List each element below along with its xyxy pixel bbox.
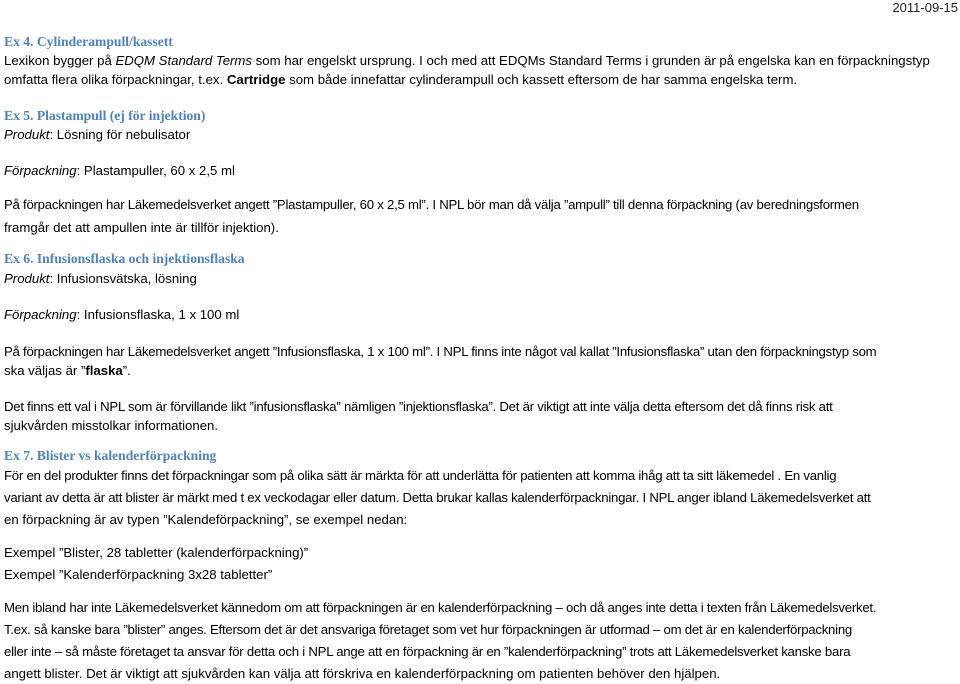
ex4-para-line1 [4,52,930,71]
ex7-example2: Exempel ”Kalenderförpackning 3x28 tabletter” [4,567,273,582]
ex7-para1-line2: variant av detta är att blister är märkt med t ex veckodagar eller datum. Detta brukar kallas kalenderförpackningar. I NPL anger ibland Läkemedelsverket att [4,490,871,505]
ex5-produkt-value: : Lösning för nebulisator [49,127,191,142]
ex7-heading: Ex 7. Blister vs kalenderförpackning [4,448,217,463]
ex4-text: Lexikon bygger på [4,53,116,68]
ex6-para2-line2: sjukvården misstolkar informationen. [4,418,219,433]
ex7-para2-line3: eller inte – så måste företaget ta ansvar för detta och i NPL ange att en förpackning är en ”kalenderförpackning” trots att Läkemedelsverket kanske bara [4,644,851,659]
ex4-text: omfatta flera olika förpackningar, t.ex. [4,72,227,87]
ex5-forpackning-label: Förpackning [4,163,77,178]
ex6-para2-line1: Det finns ett val i NPL som är förvillande likt ”infusionsflaska” nämligen ”injektionsflaska”. Det är viktigt att inte välja detta eftersom det då finns risk att [4,399,833,414]
ex5-para-line2: framgår det att ampullen inte är tillför injektion). [4,220,279,235]
ex7-para2-line1: Men ibland har inte Läkemedelsverket kännedom om att förpackningen är en kalenderförpackning – och då anges inte detta i texten från Läkemedelsverket. [4,600,877,615]
ex7-example1: Exempel ”Blister, 28 tabletter (kalenderförpackning)” [4,545,309,560]
ex6-forpackning-value: : Infusionsflaska, 1 x 100 ml [76,307,240,322]
ex6-para1-line1: På förpackningen har Läkemedelsverket angett ”Infusionsflaska, 1 x 100 ml”. I NPL finns inte något val kallat ”Infusionsflaska” utan den förpackningstyp som [4,344,877,359]
ex4-para-line2 [4,71,797,90]
ex4-text: som både innefattar cylinderampull och kassett eftersom de har samma engelska term. [285,72,798,87]
ex7-para1-line1: För en del produkter finns det förpackningar som på olika sätt är märkta för att underlätta för patienten att komma ihåg att ta sitt läkemedel . En vanlig [4,468,837,483]
ex6-produkt-value: : Infusionsvätska, lösning [49,271,197,286]
ex4-heading: Ex 4. Cylinderampull/kassett [4,34,173,49]
ex6-text: ”. [122,363,131,378]
ex5-forpackning [4,162,235,181]
ex7-para2-line2: T.ex. så kanske bara ”blister” anges. Eftersom det är det ansvariga företaget som vet hur förpackningen är utformad – om det är en kalenderförpackning [4,622,852,637]
ex6-para1-line2 [4,362,131,381]
ex7-para1-line3: en förpackning är av typen ”Kalendeförpackning”, se exempel nedan: [4,512,408,527]
ex6-forpackning-label: Förpackning [4,307,77,322]
ex5-para-line1: På förpackningen har Läkemedelsverket angett ”Plastampuller, 60 x 2,5 ml”. I NPL bör man då välja ”ampull” till denna förpackning (av beredningsformen [4,197,859,212]
ex4-em-term: EDQM Standard Terms [115,53,252,68]
ex5-produkt [4,126,190,145]
ex5-heading: Ex 5. Plastampull (ej för injektion) [4,108,206,123]
ex6-bold-term: flaska [85,363,123,378]
ex4-text: som har engelskt ursprung. I och med att EDQMs Standard Terms i grunden är på engelska kan en förpackningstyp [252,53,930,68]
ex7-para2-line4: angett blister. Det är viktigt att sjukvården kan välja att förskriva en kalenderförpackning om patienten behöver den hjälpen. [4,666,721,681]
ex5-produkt-label: Produkt [4,127,50,142]
ex6-text: ska väljas är ” [4,363,86,378]
ex6-heading: Ex 6. Infusionsflaska och injektionsflaska [4,251,245,266]
ex6-produkt-label: Produkt [4,271,50,286]
ex4-bold-term: Cartridge [226,72,286,87]
ex6-forpackning [4,306,239,325]
ex5-forpackning-value: : Plastampuller, 60 x 2,5 ml [76,163,235,178]
document-date: 2011-09-15 [892,0,958,15]
ex6-produkt [4,270,197,289]
